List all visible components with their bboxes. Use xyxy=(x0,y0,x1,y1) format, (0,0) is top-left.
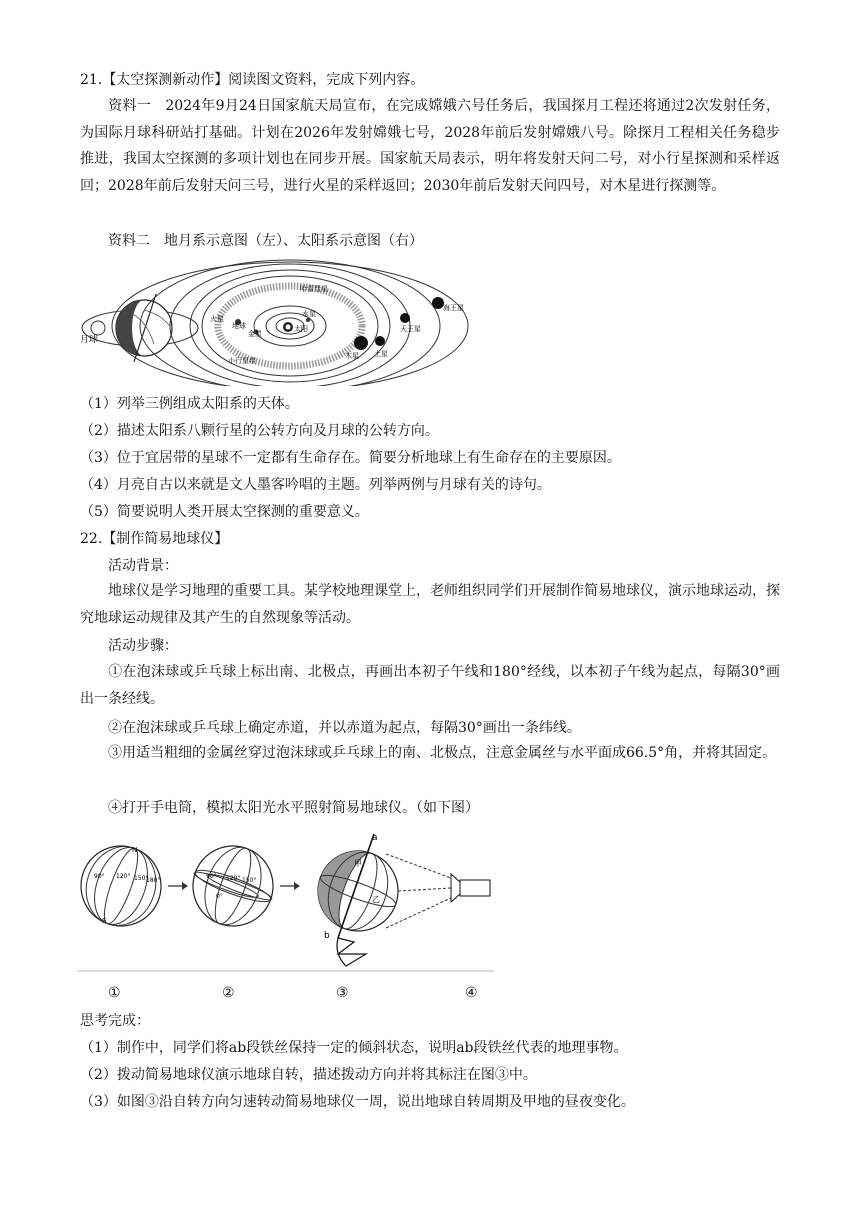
q22-step-3: ③用适当粗细的金属丝穿过泡沫球或乒乓球上的南、北极点，注意金属丝与水平面成66.5°角，并将其固定。 xyxy=(108,745,777,761)
figure-label-1: ① xyxy=(108,985,121,1001)
q21-question-3: （3）位于宜居带的星球不一定都有生命存在。简要分析地球上有生命存在的主要原因。 xyxy=(80,450,621,466)
moon-label: 月球 xyxy=(80,335,99,345)
svg-text:b: b xyxy=(324,931,330,941)
globe-step1 xyxy=(76,837,167,935)
solar-system-figure xyxy=(80,256,470,386)
svg-text:水星: 水星 xyxy=(302,310,316,318)
svg-text:太阳: 太阳 xyxy=(294,325,308,333)
svg-text:木星: 木星 xyxy=(345,352,359,360)
svg-text:金星: 金星 xyxy=(248,330,262,338)
q22-question-3: （3）如图③沿自转方向匀速转动简易地球仪一周，说出地球自转周期及甲地的昼夜变化。 xyxy=(80,1094,635,1110)
svg-text:小行星带: 小行星带 xyxy=(228,357,256,365)
q21-question-5: （5）简要说明人类开展太空探测的重要意义。 xyxy=(80,504,369,520)
svg-text:S: S xyxy=(102,917,107,925)
svg-text:120°: 120° xyxy=(226,875,241,882)
q22-step-2: ②在泡沫球或乒乓球上确定赤道，并以赤道为起点，每隔30°画出一条纬线。 xyxy=(108,720,581,736)
figure-label-2: ② xyxy=(222,985,235,1001)
flashlight xyxy=(386,854,490,928)
svg-text:土星: 土星 xyxy=(374,350,388,358)
svg-text:90°: 90° xyxy=(206,873,217,880)
q22-question-2: （2）拨动简易地球仪演示地球自转，描述拨动方向并将其标注在图③中。 xyxy=(80,1067,537,1083)
q22-step-4: ④打开手电筒，模拟太阳光水平照射简易地球仪。（如下图） xyxy=(108,800,479,816)
svg-text:a: a xyxy=(372,833,378,843)
q21-heading: 21.【太空探测新动作】阅读图文资料，完成下列内容。 xyxy=(80,72,425,88)
q22-steps-title: 活动步骤： xyxy=(108,638,178,654)
q22-bg-text: 地球仪是学习地理的重要工具。某学校地理课堂上，老师组织同学们开展制作简易地球仪，演示地球运动，探究地球运动规律及其产生的自然现象等活动。 xyxy=(80,583,780,626)
svg-text:哈雷彗星: 哈雷彗星 xyxy=(300,285,328,293)
q22-bg-title: 活动背景： xyxy=(108,558,178,574)
q21-question-2: （2）描述太阳系八颗行星的公转方向及月球的公转方向。 xyxy=(80,423,439,439)
svg-text:海王星: 海王星 xyxy=(443,304,464,312)
svg-text:90°: 90° xyxy=(94,873,105,880)
q21-material1: 资料一 2024年9月24日国家航天局宣布，在完成嫦娥六号任务后，我国探月工程还将通过2次发射任务，为国际月球科研站打基础。计划在2026年发射嫦娥七号，2028年前后发射嫦娥八号。除探月工程相关任务稳步推进，我国太空探测的多项计划也在同步开展。国家航天局表示，明年将发射天问二号，对小行星探测和采样返回；2028年前后发射天问三号，进行火星的采样返回；2030年前后发射天问四号，对木星进行探测等。 xyxy=(80,98,780,194)
svg-text:甲: 甲 xyxy=(354,859,362,868)
q22-heading: 22.【制作简易地球仪】 xyxy=(80,531,229,547)
svg-text:火星: 火星 xyxy=(210,315,224,323)
q22-think-title: 思考完成： xyxy=(80,1013,150,1029)
svg-text:0°: 0° xyxy=(216,893,223,900)
globe-step3 xyxy=(307,833,399,966)
q21-material2: 资料二 地月系示意图（左）、太阳系示意图（右） xyxy=(108,233,423,249)
globe-figure xyxy=(76,826,496,976)
q22-question-1: （1）制作中，同学们将ab段铁丝保持一定的倾斜状态，说明ab段铁丝代表的地理事物。 xyxy=(80,1040,628,1056)
svg-text:150°: 150° xyxy=(242,877,257,884)
figure-label-3: ③ xyxy=(336,985,349,1001)
svg-text:地球: 地球 xyxy=(232,322,246,330)
svg-text:天王星: 天王星 xyxy=(400,325,421,333)
q21-question-4: （4）月亮自古以来就是文人墨客吟唱的主题。列举两例与月球有关的诗句。 xyxy=(80,477,551,493)
svg-text:N: N xyxy=(132,846,138,854)
globe-step2 xyxy=(192,840,273,933)
svg-text:乙: 乙 xyxy=(372,895,380,904)
figure-label-4: ④ xyxy=(465,985,478,1001)
svg-text:150°: 150° xyxy=(134,875,149,882)
q22-step-1: ①在泡沫球或乒乓球上标出南、北极点，再画出本初子午线和180°经线，以本初子午线为起点，每隔30°画出一条经线。 xyxy=(80,664,780,707)
svg-text:120°: 120° xyxy=(116,873,131,880)
svg-text:180°: 180° xyxy=(146,877,161,884)
q21-question-1: （1）列举三例组成太阳系的天体。 xyxy=(80,396,299,412)
